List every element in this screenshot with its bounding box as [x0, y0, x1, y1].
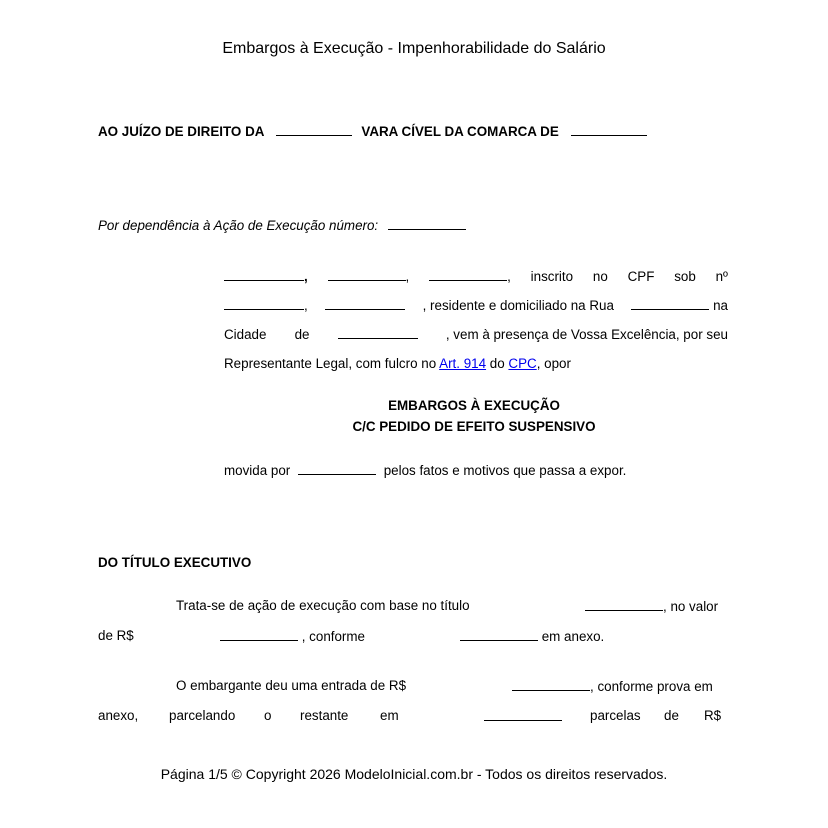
text-em-anexo: em anexo.	[541, 629, 605, 644]
text-vem-a-presenca: , vem à presença de Vossa Excelência, por seu	[445, 327, 728, 342]
text-rs: R$	[704, 708, 722, 723]
addressee-line	[98, 123, 647, 139]
blank-field-execution-number	[388, 217, 466, 230]
text-representante: Representante Legal, com fulcro no	[224, 356, 437, 371]
blank-field-name	[224, 268, 304, 281]
text-parcelando: parcelando	[169, 708, 236, 723]
movida-line	[224, 462, 728, 478]
blank-field-parcelas	[484, 708, 562, 721]
titulo-line-2	[98, 628, 605, 644]
text-no-valor: , no valor	[663, 599, 719, 614]
document-header: Embargos à Execução - Impenhorabilidade do Salário	[222, 40, 606, 57]
text-inscrito: inscrito	[530, 269, 574, 284]
text-do: do	[489, 356, 505, 371]
page-footer: Página 1/5 © Copyright 2026 ModeloInicial.com.br - Todos os direitos reservados.	[160, 766, 668, 782]
blank-field-embargado	[298, 462, 376, 475]
qualification-line-2: , , residente e domiciliado na Rua na	[224, 297, 728, 313]
blank-field-valor	[220, 628, 298, 641]
text-trata-se: Trata-se de ação de execução com base no título	[176, 598, 470, 613]
text-anexo: anexo,	[98, 708, 139, 723]
blank-field-street	[631, 297, 709, 310]
text-no: no	[592, 269, 608, 284]
blank-field-vara-number	[276, 123, 352, 136]
action-title-2: C/C PEDIDO DE EFEITO SUSPENSIVO	[352, 419, 596, 434]
blank-field-occupation	[325, 297, 405, 310]
titulo-line-1	[176, 598, 728, 613]
text-residente: , residente e domiciliado na Rua	[422, 298, 614, 313]
text-parcelas: parcelas	[590, 708, 641, 723]
link-cpc[interactable]: CPC	[508, 356, 537, 371]
dependency-text: Por dependência à Ação de Execução número:	[98, 218, 379, 233]
section-title-titulo-executivo: DO TÍTULO EXECUTIVO	[98, 555, 252, 570]
text-na: na	[713, 298, 728, 313]
text-conforme-prova: , conforme prova em	[590, 679, 713, 694]
text-sob: sob	[674, 269, 696, 284]
addressee-part-1: AO JUÍZO DE DIREITO DA	[98, 124, 264, 139]
blank-field-documento	[460, 628, 538, 641]
qualification-line-1: , , , inscrito no CPF sob nº	[224, 268, 728, 284]
text-de-rs: de R$	[98, 628, 134, 643]
qualification-line-4	[224, 356, 728, 371]
text-de: de	[664, 708, 679, 723]
dependency-line	[98, 217, 466, 233]
text-conforme: , conforme	[301, 629, 365, 644]
text-restante: restante	[300, 708, 349, 723]
action-title-1: EMBARGOS À EXECUÇÃO	[388, 398, 560, 413]
text-em: em	[380, 708, 399, 723]
text-movida-por: movida por	[224, 463, 291, 478]
addressee-part-2: VARA CÍVEL DA COMARCA DE	[361, 124, 559, 139]
text-cpf: CPF	[627, 269, 655, 284]
text-de: de	[294, 327, 310, 342]
blank-field-cpf	[224, 297, 304, 310]
text-opor: , opor	[536, 356, 571, 371]
text-cidade: Cidade	[224, 327, 267, 342]
blank-field-nationality	[328, 268, 406, 281]
link-art-914[interactable]: Art. 914	[439, 356, 487, 371]
blank-field-titulo	[585, 598, 663, 611]
text-o: o	[264, 708, 272, 723]
qualification-line-3	[224, 326, 728, 342]
text-embargante-entrada: O embargante deu uma entrada de R$	[176, 678, 407, 693]
text-n: nº	[715, 269, 728, 284]
text-pelos-fatos: pelos fatos e motivos que passa a expor.	[383, 463, 627, 478]
blank-field-city	[338, 326, 418, 339]
blank-field-marital-status	[429, 268, 507, 281]
blank-field-entrada	[512, 678, 590, 691]
embargante-line-1	[176, 678, 728, 693]
blank-field-comarca	[571, 123, 647, 136]
